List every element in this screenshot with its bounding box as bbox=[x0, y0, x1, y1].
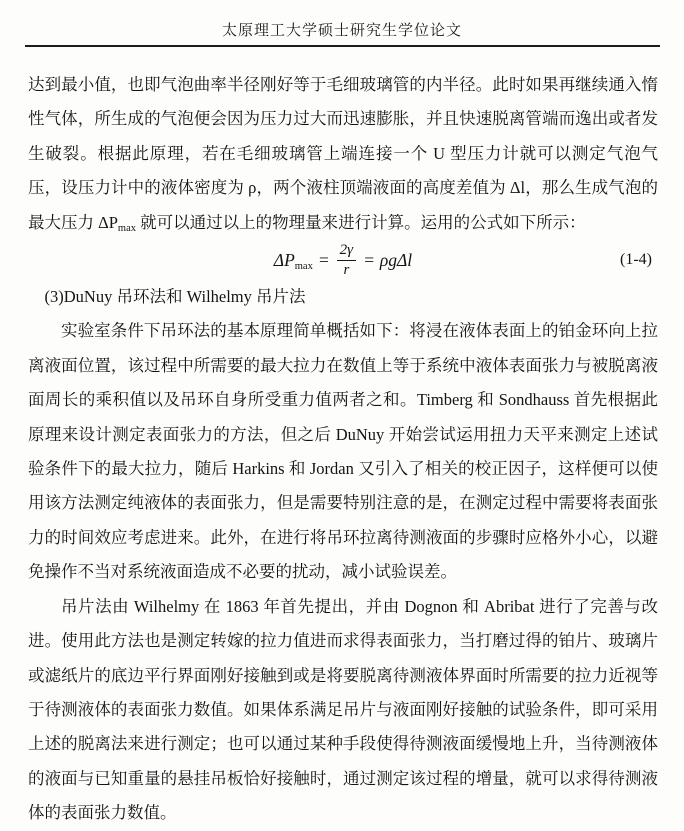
fraction-denominator: r bbox=[343, 261, 350, 278]
paragraph-plate-method: 吊片法由 Wilhelmy 在 1863 年首先提出，并由 Dognon 和 Abribat 进行了完善与改进。使用此方法也是测定转嫁的拉力值进而求得表面张力，当打磨过得的铂片、玻璃片或滤纸片的底边平行界面刚好接触到或是将要脱离待测液体界面时所需要的拉力近视等于待测液体的表面张力数值。如果体系满足吊片与液面刚好接触的试验条件，即可采用上述的脱离法来进行测定；也可以通过某种手段使得待测液面缓慢地上升，当待测液体的液面与已知重量的悬挂吊板恰好接触时，通过测定该过程的增量，就可以求得待测液体的表面张力数值。 bbox=[28, 596, 658, 823]
paragraph-ring-method: 实验室条件下吊环法的基本原理简单概括如下：将浸在液体表面上的铂金环向上拉离液面位置，该过程中所需要的最大拉力在数值上等于系统中液体表面张力与被脱离液面周长的乘积值以及吊环自身所受重力值两者之和。Timberg 和 Sondhauss 首先根据此原理来设计测定表面张力的方法，但之后 DuNuy 开始尝试运用扭力天平来测定上述试验条件下的最大拉力，随后 Harkins 和 Jordan 又引入了相关的校正因子，这样便可以使用该方法测定纯液体的表面张力，但是需要特别注意的是，在测定过程中需要将表面张力的时间效应考虑进来。此外，在进行将吊环拉离待测液面的步骤时应格外小心，以避免操作不当对系统液面造成不必要的扰动，减小试验误差。 bbox=[28, 321, 658, 582]
equation-lhs: $\Delta P_{max}$ bbox=[273, 249, 313, 272]
page-header bbox=[0, 0, 684, 40]
pmax-subscript: max bbox=[117, 222, 136, 234]
equation-fraction bbox=[337, 242, 356, 279]
header-divider bbox=[25, 45, 660, 47]
paragraph-bubble-pressure-text-a: 达到最小值，也即气泡曲率半径刚好等于毛细玻璃管的内半径。此时如果再继续通入惰性气体，所生成的气泡便会因为压力过大而迅速膨胀，并且快速脱离管端而逸出或者发生破裂。根据此原理，若在毛细玻璃管上端连接一个 U 型压力计就可以测定气泡气压，设压力计中的液体密度为 ρ，两个液柱顶端液面的高度差值为 Δl，那么生成气泡的最大压力 ΔP bbox=[28, 75, 658, 232]
equation-lhs-subscript: max bbox=[294, 260, 313, 272]
equation-number: (1-4) bbox=[620, 251, 652, 269]
page-header-title: 太原理工大学硕士研究生学位论文 bbox=[221, 23, 462, 39]
paragraph-bubble-pressure bbox=[28, 68, 658, 240]
equation-expression bbox=[274, 242, 412, 279]
page-body bbox=[28, 68, 658, 831]
equation-rhs: ρgΔl bbox=[379, 249, 413, 270]
fraction-numerator: 2γ bbox=[337, 242, 356, 261]
section-heading-methods: (3)DuNuy 吊环法和 Wilhelmy 吊片法 bbox=[44, 287, 306, 307]
equation-1-4 bbox=[28, 240, 658, 280]
equation-equals-second: = bbox=[363, 249, 375, 270]
equation-equals-first: = bbox=[317, 249, 330, 270]
paragraph-bubble-pressure-text-b: 就可以通过以上的物理量来进行计算。运用的公式如下所示： bbox=[136, 212, 586, 232]
